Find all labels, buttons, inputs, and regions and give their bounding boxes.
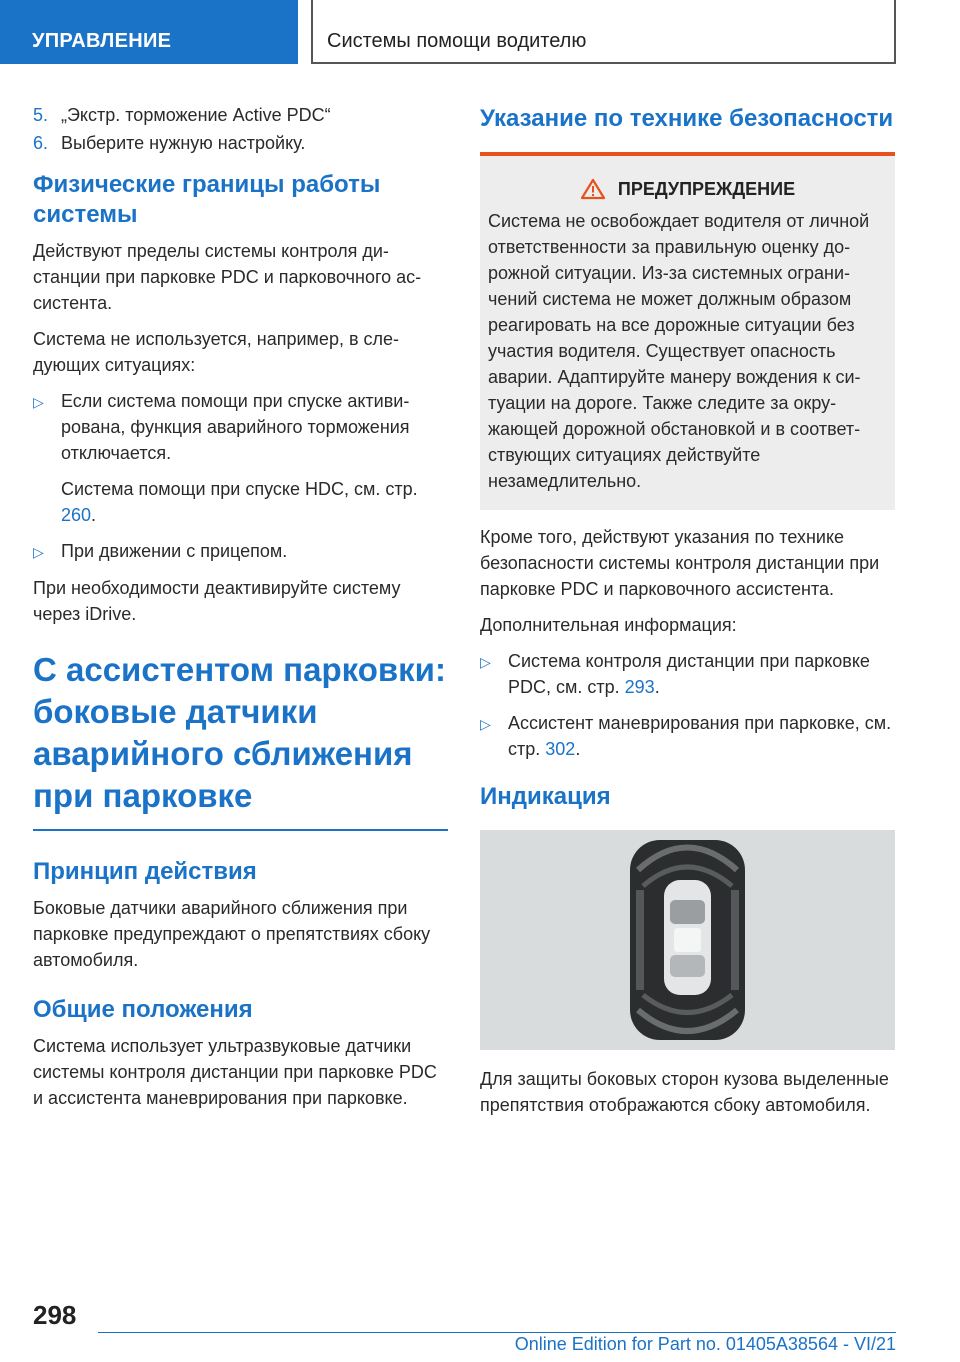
triangle-bullet-icon: ▷ [33, 544, 44, 560]
principle-heading: Принцип действия [33, 858, 257, 885]
general-heading: Общие положения [33, 996, 253, 1023]
general-paragraph: Система использует ультразвуковые датчики системы контроля дистанции при парковке PDC и ассистента маневрирования при парковке. [33, 1036, 437, 1108]
safety-paragraph-1: Кроме того, действуют указания по технике безопасности системы контроля дистанции при парковке PDC и парковочного ассистента. [480, 527, 880, 599]
list-item [33, 538, 448, 565]
step-number: 5. [33, 105, 49, 125]
list-item [480, 710, 895, 762]
safety-paragraph-2: Дополнительная информация: [480, 615, 737, 635]
list-item-text: Если система помощи при спуске активирована, функция аварийного торможения отключается. [61, 391, 410, 463]
warning-triangle-icon [580, 178, 606, 200]
list-item-text: Ассистент маневрирования при парковке, см. стр. 302. [508, 713, 892, 759]
list-item-text: Система контроля дистанции при парковке PDC, см. стр. 293. [508, 651, 870, 697]
parking-view-illustration [480, 830, 895, 1050]
principle-paragraph: Боковые датчики аварийного сближения при парковке предупреждают о препятствиях сбоку автомобиля. [33, 898, 431, 970]
triangle-bullet-icon: ▷ [33, 394, 44, 410]
triangle-bullet-icon: ▷ [480, 716, 491, 732]
triangle-bullet-icon: ▷ [480, 654, 491, 670]
footer-divider [98, 1332, 896, 1333]
step-item [33, 130, 448, 156]
right-column [480, 102, 895, 1128]
list-item [33, 388, 448, 466]
page-link[interactable]: 260 [61, 505, 92, 525]
main-heading: С ассистентом парковки: боковые датчики аварийного сближения при парковке [33, 649, 448, 831]
step-number: 6. [33, 133, 49, 153]
limits-paragraph-2: Система не используется, например, в следующих ситуациях: [33, 329, 400, 375]
limits-paragraph-1: Действуют пределы системы контроля дистанции при парковке PDC и парковочного ассистента. [33, 241, 422, 313]
limits-paragraph-3: При необходимости деактивируйте систему через iDrive. [33, 578, 401, 624]
chapter-title: Системы помощи водителю [311, 0, 896, 64]
edition-footer: Online Edition for Part no. 01405A38564 - VI/21 [514, 1334, 896, 1354]
page-link[interactable]: 302 [545, 739, 576, 759]
page-link[interactable]: 293 [624, 677, 655, 697]
page-number: 298 [33, 1300, 77, 1330]
step-text: „Экстр. торможение Active PDC“ [61, 105, 331, 125]
display-heading: Индикация [480, 783, 611, 810]
list-item-subtext: Система помощи при спуске HDC, см. стр. 260. [61, 479, 418, 525]
warning-title: ПРЕДУПРЕЖДЕНИЕ [617, 178, 796, 199]
list-item-text: При движении с прицепом. [61, 541, 288, 561]
step-text: Выберите нужную настройку. [61, 133, 306, 153]
display-paragraph: Для защиты боковых сторон кузова выделенные препятствия отображаются сбоку автомобиля. [480, 1069, 889, 1115]
warning-header [488, 178, 887, 200]
safety-heading: Указание по технике безопасности [480, 105, 894, 132]
list-item [480, 648, 895, 700]
left-column [33, 102, 448, 1121]
parking-sensor-display-image [480, 830, 895, 1050]
step-item [33, 102, 448, 128]
warning-box [480, 152, 895, 510]
section-tab: УПРАВЛЕНИЕ [0, 0, 298, 64]
warning-text: Система не освобождает водителя от личной ответственности за правильную оценку дорожной ситуации. Из-за системных ограничений система не может должным образом реагировать на все дорожные ситуации без участия водителя. Существует опасность аварии. Адаптируйте манеру вождения к ситуации на дороге. Также следите за окружающей дорожной обстановкой и в соответствующих ситуациях действуйте незамедлительно. [488, 211, 870, 491]
limits-heading: Физические границы работы системы [33, 171, 381, 228]
